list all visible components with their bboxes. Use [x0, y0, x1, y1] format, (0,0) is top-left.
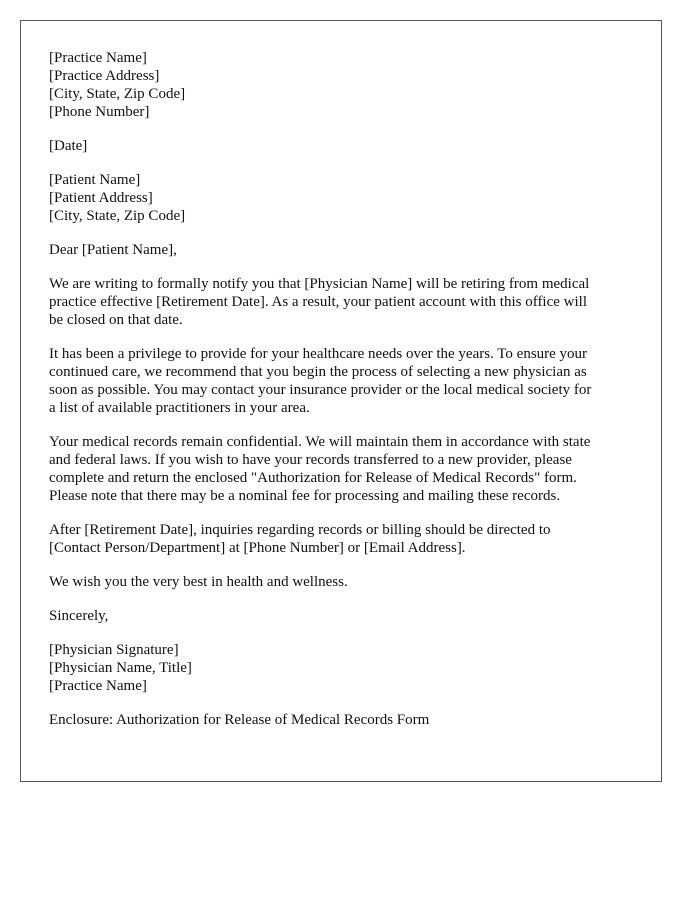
paragraph-line: a list of available practitioners in your area.	[49, 400, 310, 416]
letter-date: [Date]	[49, 138, 88, 154]
sender-address-block	[49, 49, 633, 121]
sender-practice-address: [Practice Address]	[49, 68, 160, 84]
sender-city-state-zip: [City, State, Zip Code]	[49, 86, 186, 102]
sender-practice-name: [Practice Name]	[49, 50, 147, 66]
signature-practice-name: [Practice Name]	[49, 678, 147, 694]
closing: Sincerely,	[49, 608, 109, 624]
paragraph-medical-records	[49, 433, 635, 505]
paragraph-line: After [Retirement Date], inquiries regarding records or billing should be directed to	[49, 522, 551, 538]
paragraph-line: Please note that there may be a nominal fee for processing and mailing these records.	[49, 488, 561, 504]
paragraph-line: and federal laws. If you wish to have your records transferred to a new provider, please	[49, 452, 572, 468]
paragraph-line: Your medical records remain confidential. We will maintain them in accordance with state	[49, 434, 591, 450]
paragraph-inquiries	[49, 521, 635, 557]
paragraph-best-wishes: We wish you the very best in health and wellness.	[49, 574, 348, 590]
enclosure-note: Enclosure: Authorization for Release of Medical Records Form	[49, 712, 430, 728]
recipient-city-state-zip: [City, State, Zip Code]	[49, 208, 186, 224]
sender-phone: [Phone Number]	[49, 104, 150, 120]
paragraph-line: It has been a privilege to provide for your healthcare needs over the years. To ensure your	[49, 346, 588, 362]
signature-block	[49, 641, 633, 695]
paragraph-line: continued care, we recommend that you begin the process of selecting a new physician as	[49, 364, 587, 380]
paragraph-retirement-notice	[49, 275, 635, 329]
paragraph-line: We are writing to formally notify you that [Physician Name] will be retiring from medical	[49, 276, 590, 292]
recipient-address-block	[49, 171, 633, 225]
physician-name-title: [Physician Name, Title]	[49, 660, 192, 676]
paragraph-line: be closed on that date.	[49, 312, 183, 328]
recipient-name: [Patient Name]	[49, 172, 141, 188]
paragraph-line: [Contact Person/Department] at [Phone Number] or [Email Address].	[49, 540, 466, 556]
date-block	[49, 137, 633, 155]
recipient-address: [Patient Address]	[49, 190, 153, 206]
physician-signature: [Physician Signature]	[49, 642, 179, 658]
salutation: Dear [Patient Name],	[49, 242, 177, 258]
paragraph-continued-care	[49, 345, 635, 417]
paragraph-line: practice effective [Retirement Date]. As a result, your patient account with this office will	[49, 294, 588, 310]
letter-page	[20, 20, 662, 782]
paragraph-line: soon as possible. You may contact your insurance provider or the local medical society for	[49, 382, 592, 398]
paragraph-line: complete and return the enclosed "Authorization for Release of Medical Records" form.	[49, 470, 577, 486]
